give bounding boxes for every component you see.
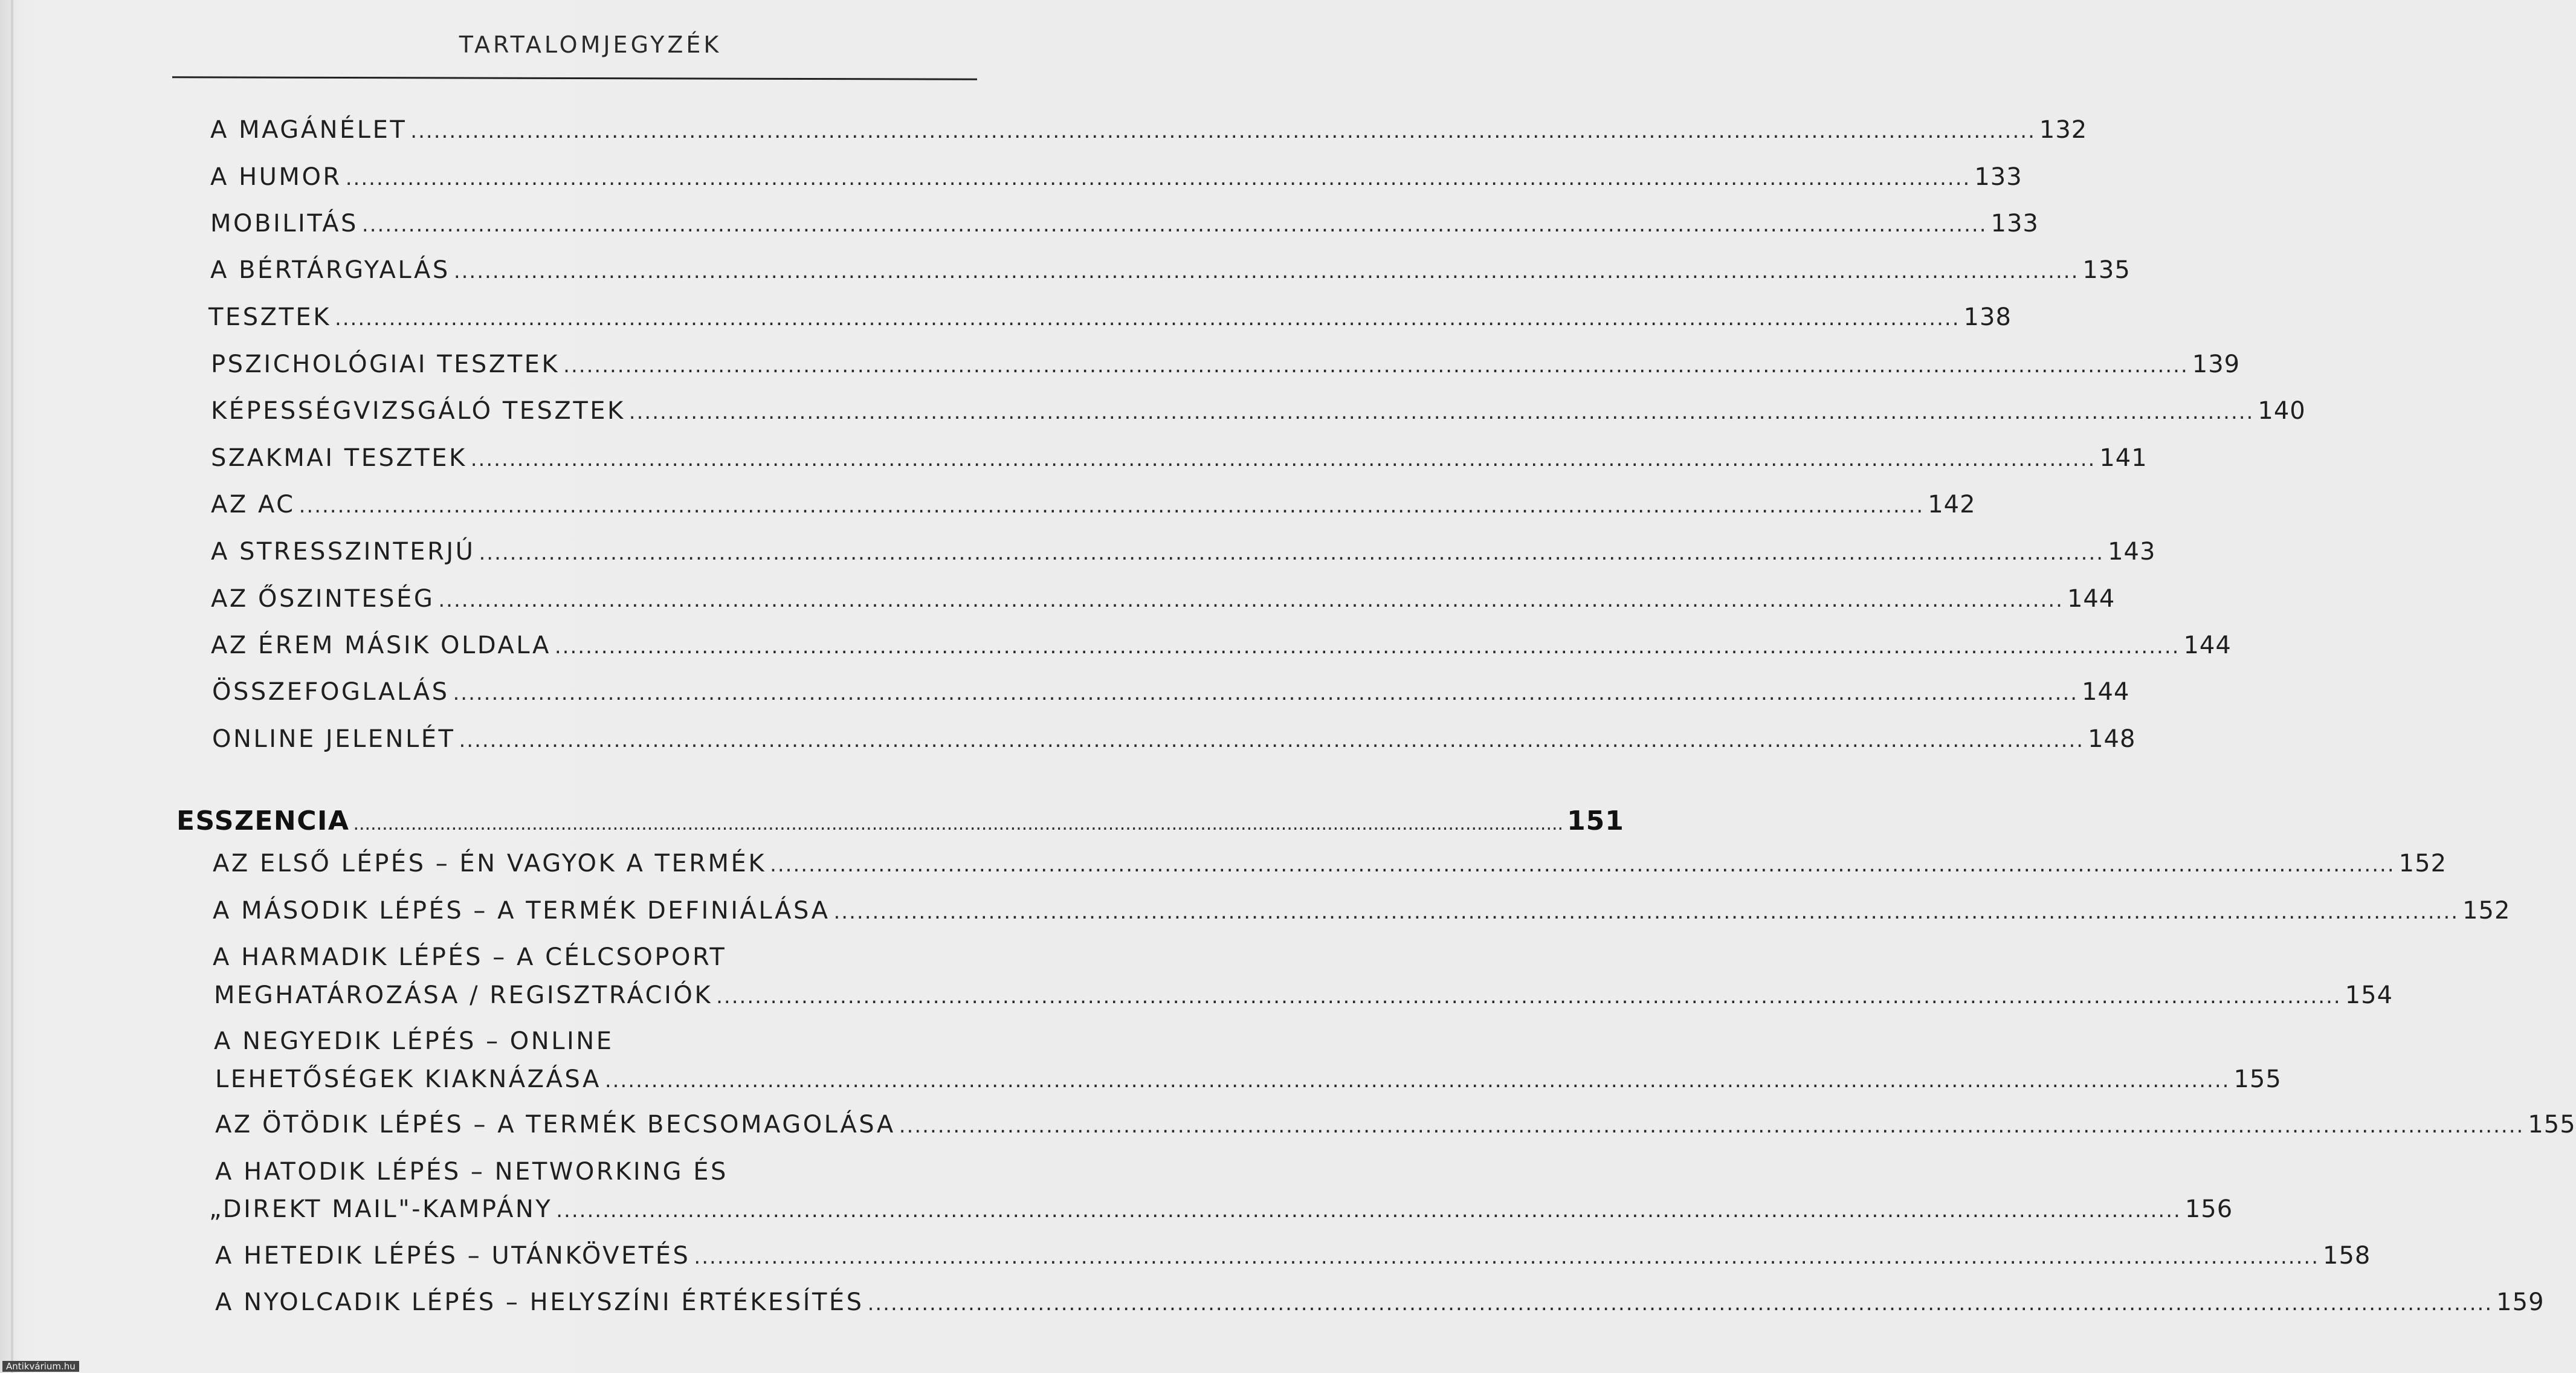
toc-entry — [213, 850, 2447, 877]
toc-entry-title: LEHETŐSÉGEK KIAKNÁZÁSA — [215, 1065, 601, 1093]
leader-dots: .................................................................................................................................................................................................................. — [470, 447, 2096, 471]
leader-dots: .................................................................................................................................................................................................................. — [361, 213, 1987, 237]
leader-dots: .................................................................................................................................................................................................................. — [438, 588, 2064, 612]
toc-entry-page: 152 — [2462, 897, 2511, 925]
toc-entry — [210, 116, 2088, 144]
toc-entry-title: A HUMOR — [210, 163, 342, 191]
toc-entry-title: ÖSSZEFOGLALÁS — [212, 678, 450, 706]
toc-entry-title-line1: A HARMADIK LÉPÉS – A CÉLCSOPORT — [213, 943, 727, 971]
leader-dots: .................................................................................................................................................................................................................. — [770, 853, 2395, 877]
toc-entry — [211, 397, 2306, 425]
toc-entry-title: A MAGÁNÉLET — [210, 116, 407, 144]
toc-entry-page: 148 — [2088, 725, 2136, 753]
toc-entry-title-line1: A NEGYEDIK LÉPÉS – ONLINE — [214, 1027, 614, 1055]
toc-entry-title: MOBILITÁS — [210, 210, 358, 237]
toc-entry — [210, 256, 2131, 284]
toc-section — [176, 806, 1624, 836]
toc-entry-page: 138 — [1963, 303, 2012, 331]
leader-dots: .................................................................................................................................................................................................................. — [353, 813, 1564, 835]
leader-dots: .................................................................................................................................................................................................................. — [410, 119, 2036, 143]
toc-entry-title: AZ ELSŐ LÉPÉS – ÉN VAGYOK A TERMÉK — [213, 850, 767, 877]
toc-entry — [210, 163, 2022, 191]
toc-entry-title: MEGHATÁROZÁSA / REGISZTRÁCIÓK — [214, 981, 713, 1009]
toc-entry-title: A BÉRTÁRGYALÁS — [210, 256, 450, 284]
toc-entry-title: A NYOLCADIK LÉPÉS – HELYSZÍNI ÉRTÉKESÍTÉS — [215, 1288, 864, 1316]
toc-entry — [211, 538, 2156, 566]
toc-entry — [212, 725, 2136, 753]
toc-entry — [215, 1288, 2545, 1316]
toc-entry-title: AZ ŐSZINTESÉG — [211, 585, 435, 613]
toc-entry — [210, 210, 2039, 237]
toc-entry-page: 158 — [2323, 1242, 2371, 1270]
toc-entry-page: 152 — [2398, 850, 2447, 877]
toc-entry-page: 142 — [1928, 491, 1976, 519]
toc-entry — [212, 678, 2130, 706]
toc-entry-title: A HETEDIK LÉPÉS – UTÁNKÖVETÉS — [215, 1242, 691, 1270]
leader-dots: .................................................................................................................................................................................................................. — [694, 1245, 2320, 1269]
section-page: 151 — [1567, 806, 1624, 836]
leader-dots: .................................................................................................................................................................................................................. — [563, 354, 2189, 378]
toc-entry-page: 155 — [2233, 1065, 2282, 1093]
toc-entry-page: 144 — [2082, 678, 2130, 706]
toc-entry-title: PSZICHOLÓGIAI TESZTEK — [211, 351, 560, 378]
toc-entry-title: A MÁSODIK LÉPÉS – A TERMÉK DEFINIÁLÁSA — [213, 897, 830, 925]
toc-entry-title-line1: A HATODIK LÉPÉS – NETWORKING ÉS — [215, 1158, 728, 1186]
toc-entry-page: 133 — [1990, 210, 2039, 237]
toc-entry — [209, 1195, 2233, 1223]
leader-dots: .................................................................................................................................................................................................................. — [554, 635, 2180, 659]
toc-entry-page: 155 — [2528, 1111, 2576, 1139]
leader-dots: .................................................................................................................................................................................................................. — [453, 681, 2079, 705]
toc-entry — [213, 897, 2511, 925]
leader-dots: .................................................................................................................................................................................................................. — [479, 541, 2105, 565]
toc-entry — [211, 585, 2116, 613]
toc-entry-title: SZAKMAI TESZTEK — [211, 444, 467, 472]
toc-entry — [215, 1111, 2576, 1139]
toc-entry-title: AZ AC — [211, 491, 295, 519]
toc-entry — [215, 1242, 2371, 1270]
toc-entry — [211, 351, 2241, 378]
leader-dots: .................................................................................................................................................................................................................. — [459, 728, 2085, 752]
toc-entry — [215, 1065, 2282, 1093]
toc-entry — [211, 491, 1976, 519]
toc-entry-page: 159 — [2496, 1288, 2545, 1316]
toc-entry — [214, 981, 2394, 1009]
toc-entry — [208, 303, 2012, 331]
leader-dots: .................................................................................................................................................................................................................. — [716, 984, 2342, 1009]
toc-entry-page: 143 — [2108, 538, 2156, 566]
toc-entry-page: 154 — [2345, 981, 2394, 1009]
leader-dots: .................................................................................................................................................................................................................. — [628, 400, 2255, 424]
toc-entry-title: KÉPESSÉGVIZSGÁLÓ TESZTEK — [211, 397, 625, 425]
watermark: Antikvárium.hu — [2, 1361, 79, 1372]
leader-dots: .................................................................................................................................................................................................................. — [556, 1198, 2181, 1223]
toc-entry-title: A STRESSZINTERJÚ — [211, 538, 476, 566]
toc-entry-page: 132 — [2039, 116, 2088, 144]
toc-entry-title: AZ ÖTÖDIK LÉPÉS – A TERMÉK BECSOMAGOLÁSA — [215, 1111, 896, 1139]
toc-entry-page: 144 — [2067, 585, 2116, 613]
toc-entry-page: 156 — [2184, 1195, 2233, 1223]
toc-entry-page: 133 — [1974, 163, 2022, 191]
leader-dots: .................................................................................................................................................................................................................. — [334, 306, 1960, 331]
toc-entry-title: AZ ÉREM MÁSIK OLDALA — [211, 632, 551, 659]
toc-entry — [211, 444, 2148, 472]
toc-entry-page: 144 — [2183, 632, 2232, 659]
running-header: TARTALOMJEGYZÉK — [459, 31, 722, 58]
leader-dots: .................................................................................................................................................................................................................. — [833, 900, 2459, 924]
toc-entry-page: 135 — [2082, 256, 2131, 284]
leader-dots: .................................................................................................................................................................................................................. — [345, 166, 1971, 190]
leader-dots: .................................................................................................................................................................................................................. — [867, 1291, 2493, 1316]
toc-entry-page: 140 — [2258, 397, 2306, 425]
leader-dots: .................................................................................................................................................................................................................. — [604, 1068, 2230, 1093]
toc-entry — [211, 632, 2232, 659]
toc-entry-page: 141 — [2099, 444, 2148, 472]
section-title: ESSZENCIA — [176, 806, 350, 836]
leader-dots: .................................................................................................................................................................................................................. — [453, 259, 2079, 283]
toc-entry-page: 139 — [2192, 351, 2241, 378]
leader-dots: .................................................................................................................................................................................................................. — [299, 494, 1925, 518]
toc-entry-title: TESZTEK — [208, 303, 331, 331]
toc-entry-title: ONLINE JELENLÉT — [212, 725, 456, 753]
leader-dots: .................................................................................................................................................................................................................. — [899, 1114, 2525, 1138]
toc-entry-title: „DIREKT MAIL"-KAMPÁNY — [209, 1195, 553, 1223]
